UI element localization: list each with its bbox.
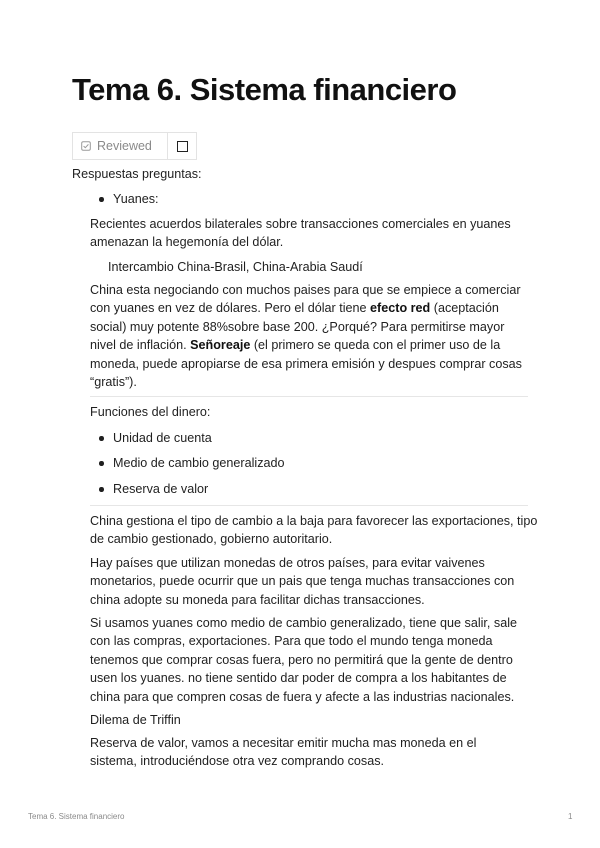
page-title: Tema 6. Sistema financiero [72, 72, 457, 107]
funcion-item: Reserva de valor [113, 482, 209, 496]
paragraph-reserva-valor: Reserva de valor, vamos a necesitar emitir mucha mas moneda en el sistema, introduciéndose otra vez comprando cosas. [90, 736, 477, 769]
footer-page-number: 1 [568, 812, 573, 821]
bullet-dot [99, 461, 104, 466]
paragraph-dilema-triffin: Dilema de Triffin [90, 713, 181, 727]
paragraph-tipo-cambio: China gestiona el tipo de cambio a la baja para favorecer las exportaciones, tipo de cambio gestionado, gobierno autoritario. [90, 514, 538, 547]
p3-text-a: China esta negociando con muchos paises para que se empiece a comerciar con yuanes en vez de dólares. Pero el dólar tiene [90, 283, 521, 316]
property-name [72, 133, 168, 159]
funciones-title: Funciones del dinero: [90, 405, 211, 419]
funcion-item: Unidad de cuenta [113, 431, 212, 445]
footer-title: Tema 6. Sistema financiero [28, 812, 125, 821]
reviewed-checkbox[interactable] [177, 141, 188, 152]
intro-text: Respuestas preguntas: [72, 167, 202, 181]
divider [90, 505, 528, 506]
funcion-item: Medio de cambio generalizado [113, 456, 285, 470]
checkbox-property-icon [81, 141, 91, 151]
bullet-yuanes: Yuanes: [113, 192, 159, 206]
paragraph-china-negociando [90, 281, 526, 391]
p3-bold-senoreaje: Señoreaje [190, 338, 251, 353]
bullet-dot [99, 197, 104, 202]
reviewed-checkbox-cell[interactable] [168, 133, 197, 159]
p3-text-d: (el primero se queda con el primer uso de la moneda, puede apropiarse de esa primera emisión y despues comprar cosas “gratis”). [90, 338, 522, 390]
property-row-reviewed [72, 132, 197, 160]
paragraph-monedas-otros-paises: Hay países que utilizan monedas de otros países, para evitar vaivenes monetarios, puede ocurrir que un pais que tenga muchas transacciones con china adopte su moneda para facilitar dichas transacciones. [90, 556, 515, 607]
bullet-dot [99, 487, 104, 492]
paragraph-acuerdos: Recientes acuerdos bilaterales sobre transacciones comerciales en yuanes amenazan la hegemonía del dólar. [90, 217, 511, 250]
property-label: Reviewed [97, 139, 152, 153]
bullet-dot [99, 436, 104, 441]
p3-text-c: (aceptación social) muy potente 88%sobre base 200. ¿Porqué? Para permitirse mayor nivel de inflación. [90, 301, 505, 353]
divider [90, 396, 528, 397]
paragraph-medio-cambio: Si usamos yuanes como medio de cambio generalizado, tiene que salir, sale con las compras, exportaciones. Para que todo el mundo tenga moneda tenemos que comprar cosas fuera, pero no permitirá que la gente de dentro usen los yuanes. no tiene sentido dar poder de compra a los habitantes de china para que compren cosas de fuera y afecte a las industrias nacionales. [90, 616, 518, 704]
p3-bold-efecto-red: efecto red [370, 301, 431, 316]
paragraph-intercambio: Intercambio China-Brasil, China-Arabia Saudí [108, 260, 363, 274]
